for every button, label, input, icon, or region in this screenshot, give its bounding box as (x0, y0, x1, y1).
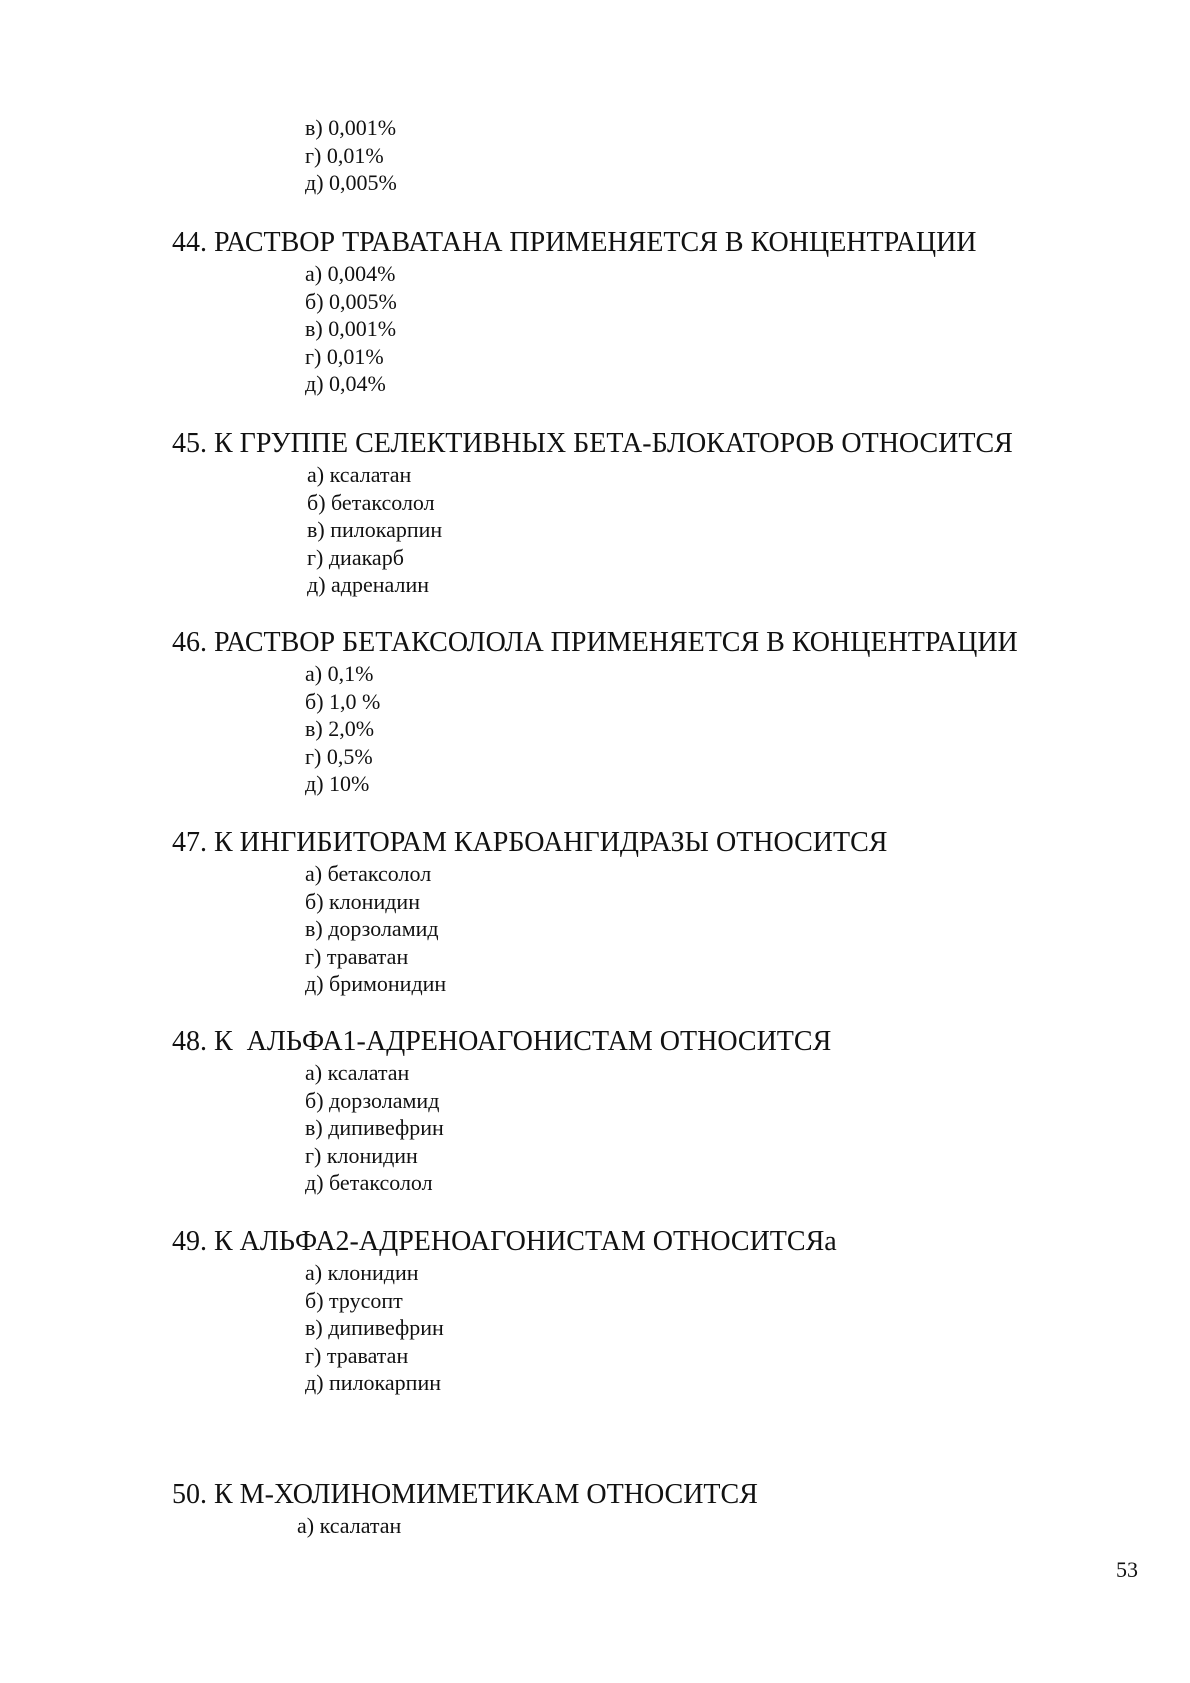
option-item: а) бетаксолол (305, 861, 432, 886)
question-50 (172, 1478, 1132, 1540)
option-item: в) дорзоламид (305, 916, 439, 942)
question-48 (172, 1025, 1132, 1197)
question-46 (172, 626, 1132, 798)
option-item: а) 0,1% (305, 661, 374, 686)
option-list (172, 660, 1132, 798)
option-item: д) бетаксолол (305, 1170, 433, 1196)
option-item: д) 0,04% (305, 371, 386, 397)
option-item: а) ксалатан (307, 462, 412, 487)
option-item: в) 0,001% (305, 316, 397, 342)
option-item: г) траватан (305, 1342, 409, 1368)
option-item: а) клонидин (305, 1260, 419, 1285)
option-item: в) дипивефрин (305, 1315, 444, 1341)
option-item: д) адреналин (307, 572, 429, 598)
question-45 (172, 427, 1132, 599)
question-title: 49. К АЛЬФА2-АДРЕНОАГОНИСТАМ ОТНОСИТСЯa (172, 1226, 837, 1257)
option-list (172, 1059, 1132, 1197)
option-item: а) ксалатан (305, 1060, 410, 1085)
continued-options (305, 114, 397, 197)
option-item: д) пилокарпин (305, 1370, 441, 1396)
option-item: в) пилокарпин (307, 517, 443, 543)
option-list (172, 461, 1132, 599)
option-item: а) ксалатан (297, 1513, 402, 1538)
option-list (172, 260, 1132, 398)
option-item: г) 0,5% (305, 743, 373, 769)
question-49 (172, 1225, 1132, 1397)
option-item: а) 0,004% (305, 261, 396, 286)
option-item: д) 10% (305, 771, 370, 797)
option-item: в) дипивефрин (305, 1115, 444, 1141)
option-item: г) клонидин (305, 1142, 418, 1168)
question-title: 44. РАСТВОР ТРАВАТАНА ПРИМЕНЯЕТСЯ В КОНЦЕНТРАЦИИ (172, 227, 977, 258)
option-list (172, 1259, 1132, 1397)
option-item: д) 0,005% (305, 170, 397, 196)
question-title: 50. К М-ХОЛИНОМИМЕТИКАМ ОТНОСИТСЯ (172, 1479, 758, 1510)
question-title: 47. К ИНГИБИТОРАМ КАРБОАНГИДРАЗЫ ОТНОСИТСЯ (172, 827, 888, 858)
page-number: 53 (1116, 1557, 1138, 1582)
option-item: б) бетаксолол (307, 489, 435, 515)
question-title: 45. К ГРУППЕ СЕЛЕКТИВНЫХ БЕТА-БЛОКАТОРОВ ОТНОСИТСЯ (172, 428, 1013, 459)
option-item: д) бримонидин (305, 971, 447, 997)
option-item: б) дорзоламид (305, 1087, 440, 1113)
option-item: б) трусопт (305, 1287, 403, 1313)
question-title: 46. РАСТВОР БЕТАКСОЛОЛА ПРИМЕНЯЕТСЯ В КОНЦЕНТРАЦИИ (172, 627, 1018, 658)
option-item: г) 0,01% (305, 142, 384, 168)
option-item: в) 0,001% (305, 115, 397, 140)
option-item: г) траватан (305, 943, 409, 969)
option-list (172, 1512, 1132, 1540)
option-item: б) 1,0 % (305, 688, 381, 714)
option-item: г) диакарб (307, 544, 404, 570)
option-list (172, 860, 1132, 998)
question-title: 48. К АЛЬФА1-АДРЕНОАГОНИСТАМ ОТНОСИТСЯ (172, 1026, 832, 1057)
question-47 (172, 826, 1132, 998)
option-item: б) 0,005% (305, 288, 397, 314)
option-item: в) 2,0% (305, 716, 375, 742)
option-item: б) клонидин (305, 888, 420, 914)
option-item: г) 0,01% (305, 343, 384, 369)
question-44 (172, 226, 1132, 398)
